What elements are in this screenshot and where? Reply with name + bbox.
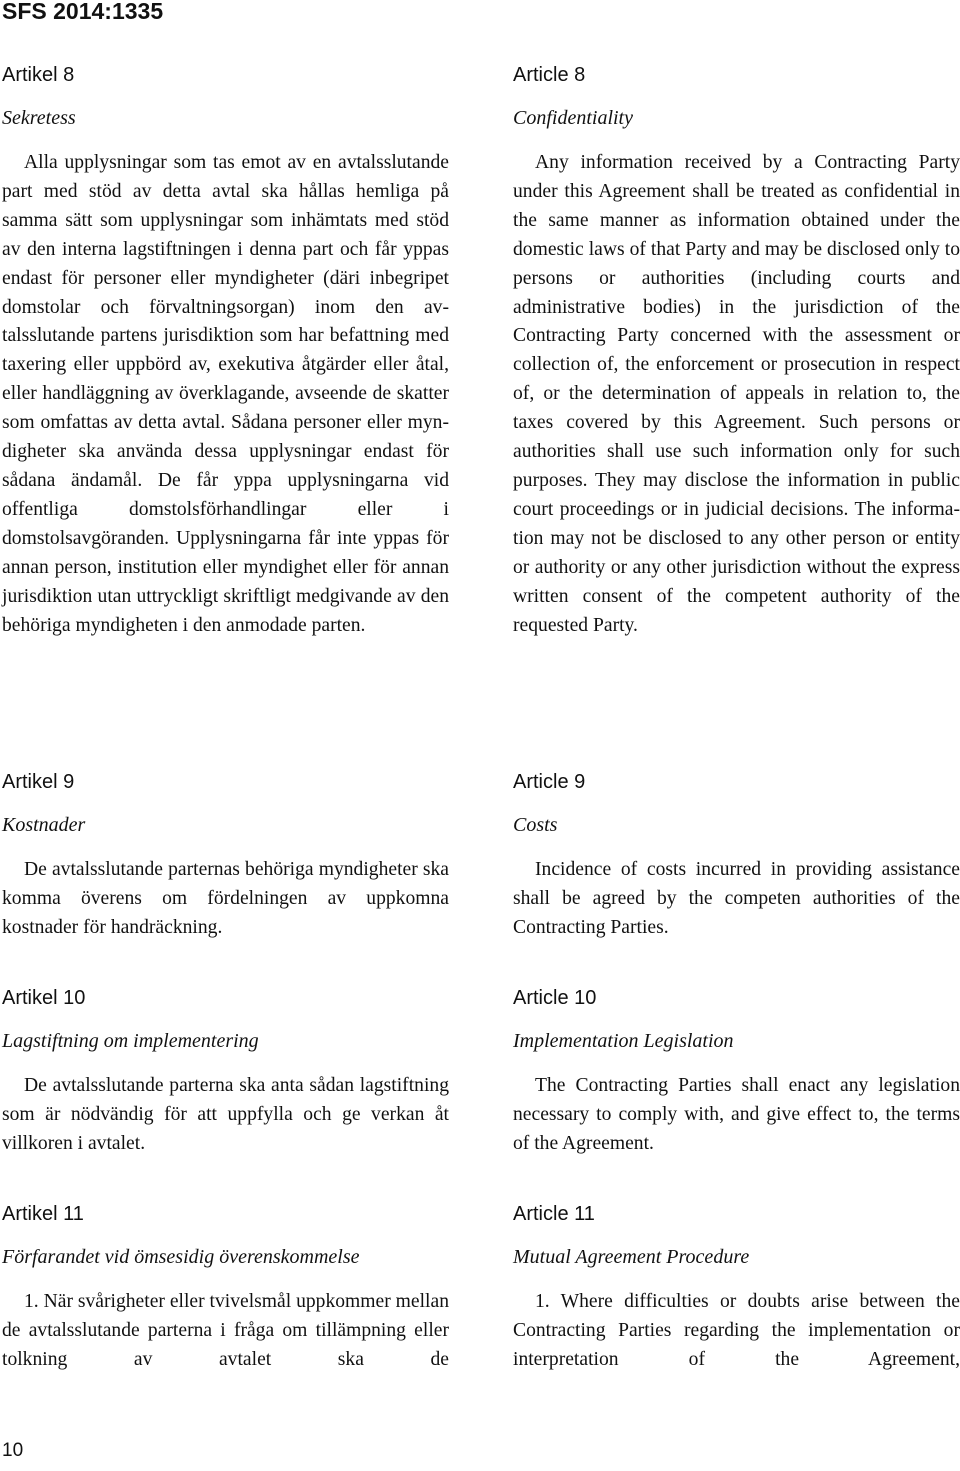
page-number: 10 [2, 1440, 24, 1461]
article-title: Article 8 [513, 64, 586, 86]
document-reference: SFS 2014:1335 [2, 0, 164, 24]
article-title: Artikel 8 [2, 64, 75, 86]
article-11-swedish [2, 1202, 449, 1375]
article-subtitle: Sekretess [2, 107, 76, 129]
article-body: 1. Where difficulties or doubts arise between the Contracting Parties regarding the implementation or interpretation of the Agreement, [513, 1291, 960, 1370]
article-title: Artikel 10 [2, 987, 86, 1009]
article-body: De avtalsslutande parterna ska anta sådan lagstiftning som är nödvändig för att uppfylla och ge verkan åt villkoren i avtalet. [2, 1075, 449, 1154]
article-10-swedish [2, 986, 449, 1159]
article-10-english [513, 986, 960, 1159]
article-body: Incidence of costs incurred in providing assistance shall be agreed by the competen authorities of the Contracting Parties. [513, 859, 960, 938]
article-title: Article 10 [513, 987, 597, 1009]
article-title: Artikel 11 [2, 1203, 84, 1225]
article-subtitle: Kostnader [2, 814, 86, 836]
article-body: Any information received by a Contracting Party under this Agreement shall be treated as confidential in the same manner as information obtained under the domestic laws of that Party and may be disclosed only to persons or authorities (including courts and administrative bodies) in the jurisdiction of the Contracting Party concerned with the assessment or collection of, the enforcement or prosecution in respect of, or the determination of appeals in relation to, the taxes covered by this Agreement. Such persons or authorities shall use such information only for such purposes. They may disclose the information in public court proceedings or in judicial decisions. The information may not be disclosed to any other person or entity or authority or any other jurisdiction without the express written consent of the competent authority of the requested Party. [513, 152, 960, 636]
article-subtitle: Mutual Agreement Procedure [513, 1246, 750, 1268]
article-body: The Contracting Parties shall enact any legislation necessary to comply with, and give effect to, the terms of the Agreement. [513, 1075, 960, 1154]
article-11-english [513, 1202, 960, 1375]
article-body: De avtalsslutande parternas behöriga myndigheter ska komma överens om fördelningen av uppkomna kostnader för handräckning. [2, 859, 449, 938]
article-9-swedish [2, 770, 449, 943]
article-subtitle: Implementation Legislation [513, 1030, 734, 1052]
article-subtitle: Lagstiftning om implementering [2, 1030, 259, 1052]
article-title: Article 9 [513, 771, 586, 793]
article-body: Alla upplysningar som tas emot av en avtalsslutande part med stöd av detta avtal ska hållas hemliga på samma sätt som upplysningar som inhämtats med stöd av den interna lagstiftningen i denna part och får yppas endast för personer eller myndigheter (däri inbegripet domstolar och förvaltningsorgan) inom den avtalsslutande partens jurisdiktion som har befattning med taxering eller uppbörd av, exekutiva åtgärder eller åtal, eller handläggning av överklagande, avseende de skatter som omfattas av detta avtal. Sådana personer eller myndigheter ska använda dessa upplysningar endast för sådana ändamål. De får yppa upplysningarna vid offentliga domstolsförhandlingar eller i domstolsavgöranden. Upplysningarna får inte yppas för annan person, institution eller myndighet eller för annan jurisdiktion utan uttryckligt skriftligt medgivande av den behöriga myndigheten i den anmodade parten. [2, 152, 449, 636]
article-subtitle: Confidentiality [513, 107, 633, 129]
article-title: Article 11 [513, 1203, 595, 1225]
article-8-swedish [2, 63, 449, 640]
article-body: 1. När svårigheter eller tvivelsmål uppkommer mellan de avtalsslutande parterna i fråga om tillämpning eller tolkning av avtalet ska de [2, 1291, 449, 1370]
article-subtitle: Förfarandet vid ömsesidig överenskommelse [2, 1246, 360, 1268]
article-title: Artikel 9 [2, 771, 75, 793]
article-9-english [513, 770, 960, 943]
article-subtitle: Costs [513, 814, 558, 836]
article-8-english [513, 63, 960, 640]
